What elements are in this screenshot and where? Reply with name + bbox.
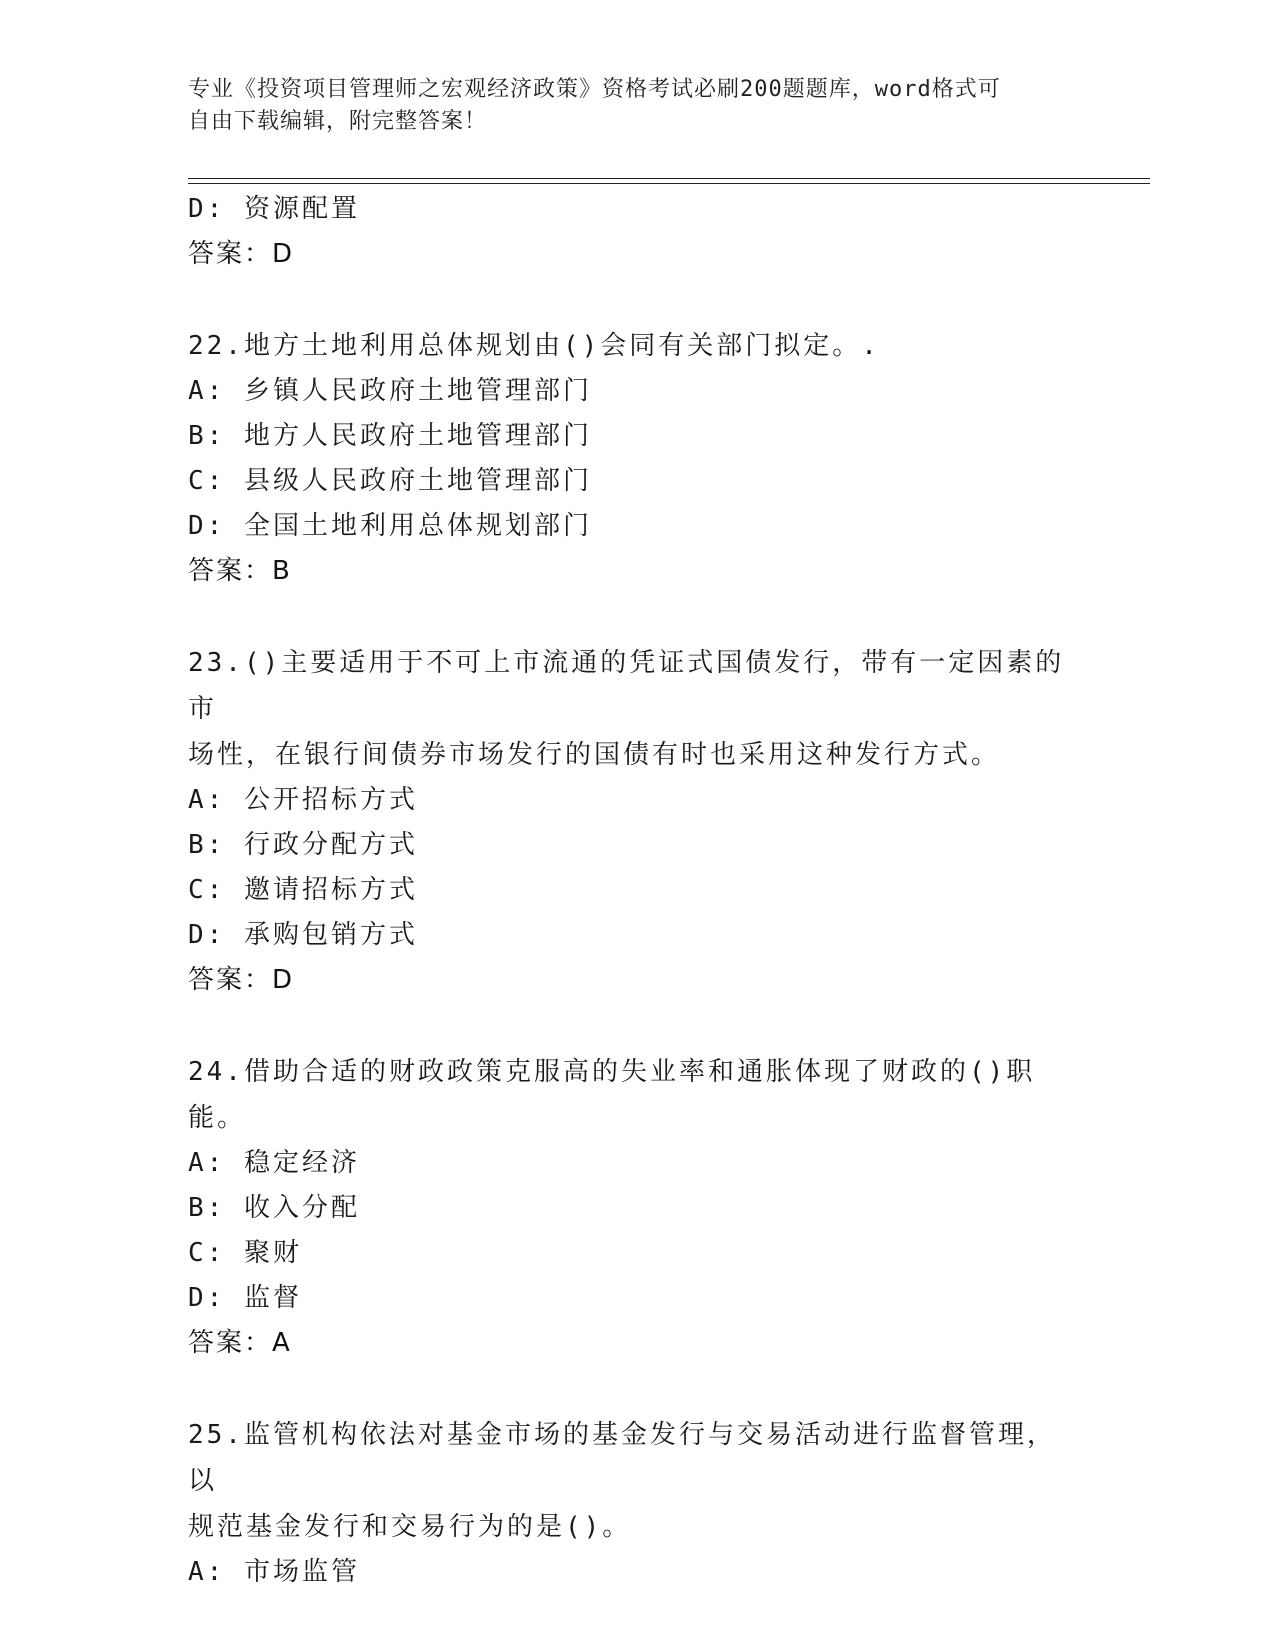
option-c: C: 县级人民政府土地管理部门	[188, 466, 592, 496]
option-b: B: 收入分配	[188, 1193, 360, 1223]
header-divider-top	[188, 178, 1150, 179]
question-stem: 24.借助合适的财政政策克服高的失业率和通胀体现了财政的()职能。	[188, 1057, 1036, 1133]
answer: 答案：A	[188, 1328, 292, 1358]
question-22	[188, 323, 1088, 594]
question-25	[188, 1412, 1088, 1595]
option-d: D: 全国土地利用总体规划部门	[188, 511, 592, 541]
option-a: A: 稳定经济	[188, 1148, 360, 1178]
question-24	[188, 1049, 1088, 1366]
prev-option-d: D: 资源配置	[188, 194, 360, 224]
question-stem-line-2: 场性，在银行间债券市场发行的国债有时也采用这种发行方式。	[188, 740, 1001, 770]
header-divider-bottom	[188, 183, 1150, 184]
answer: 答案：B	[188, 556, 292, 586]
prev-answer: 答案：D	[188, 239, 295, 269]
answer: 答案：D	[188, 965, 295, 995]
option-a: A: 乡镇人民政府土地管理部门	[188, 376, 592, 406]
header-line-2: 自由下载编辑，附完整答案！	[188, 109, 488, 134]
question-stem-line-1: 23.()主要适用于不可上市流通的凭证式国债发行，带有一定因素的市	[188, 648, 1065, 724]
option-b: B: 行政分配方式	[188, 830, 418, 860]
option-a: A: 公开招标方式	[188, 785, 418, 815]
option-c: C: 聚财	[188, 1238, 302, 1268]
question-stem: 22.地方土地利用总体规划由()会同有关部门拟定。.	[188, 331, 880, 361]
question-stem-line-1: 25.监管机构依法对基金市场的基金发行与交易活动进行监督管理，以	[188, 1420, 1056, 1496]
header-line-1: 专业《投资项目管理师之宏观经济政策》资格考试必刷200题题库，word格式可	[188, 77, 1001, 102]
question-23	[188, 640, 1088, 1003]
option-a: A: 市场监管	[188, 1557, 360, 1587]
option-d: D: 监督	[188, 1283, 302, 1313]
document-header	[188, 74, 1068, 138]
option-c: C: 邀请招标方式	[188, 875, 418, 905]
option-b: B: 地方人民政府土地管理部门	[188, 421, 592, 451]
question-stem-line-2: 规范基金发行和交易行为的是()。	[188, 1512, 632, 1542]
question-list	[188, 187, 1088, 1595]
option-d: D: 承购包销方式	[188, 920, 418, 950]
